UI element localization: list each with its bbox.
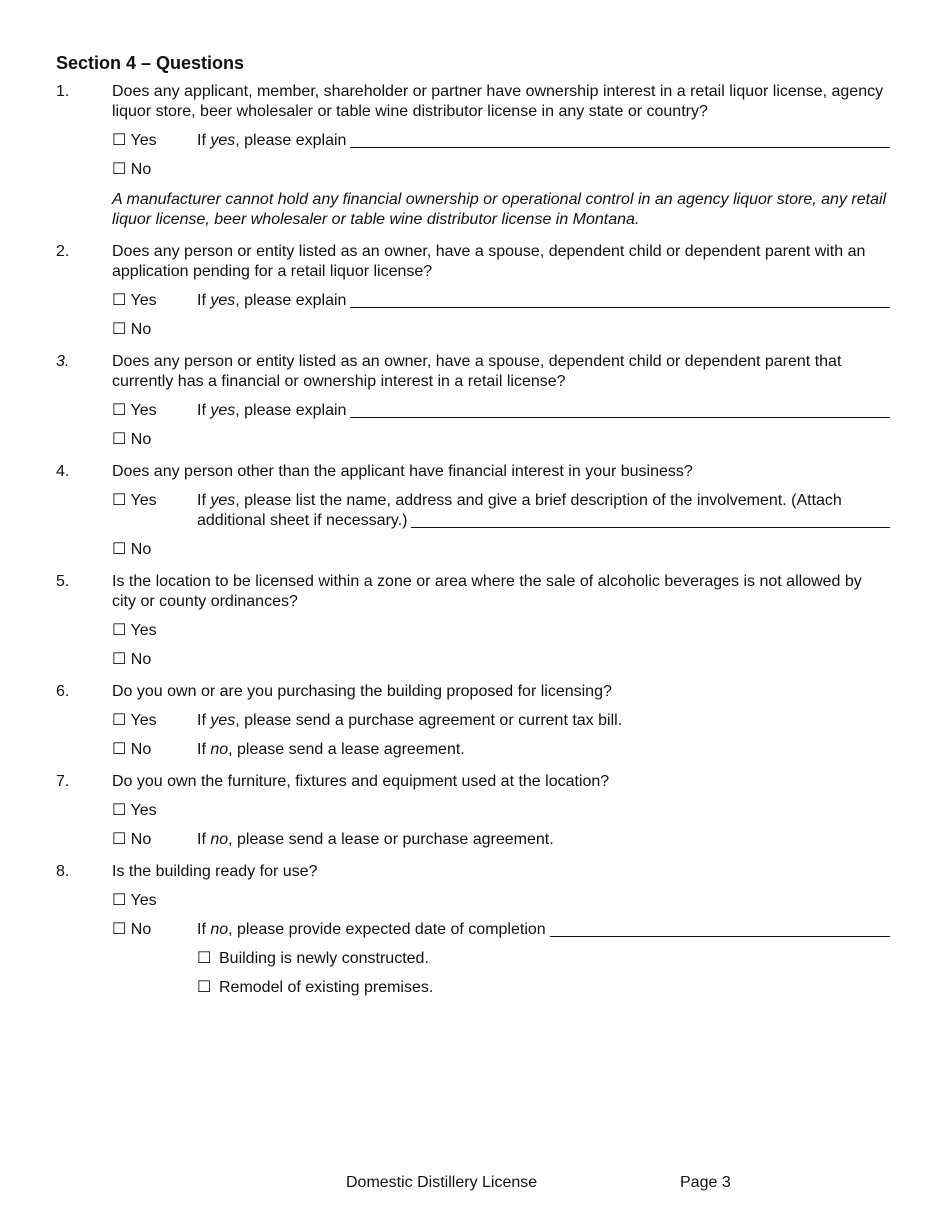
explain-field[interactable]: If yes, please explain	[197, 291, 890, 311]
option-no-instruction: If no, please send a lease or purchase agreement.	[197, 831, 554, 848]
option-no	[112, 540, 890, 560]
question-number: 7.	[56, 773, 70, 790]
question-number: 5.	[56, 573, 70, 590]
checkbox-no[interactable]: ☐	[112, 431, 127, 448]
sub-option-new-construction	[197, 949, 890, 969]
option-yes-label: Yes	[130, 892, 157, 909]
blank-line[interactable]	[350, 416, 890, 418]
question-7	[56, 772, 890, 850]
page-footer	[0, 1173, 950, 1193]
option-yes	[112, 891, 890, 911]
checkbox-no[interactable]: ☐	[112, 831, 127, 848]
option-yes-label: Yes	[130, 622, 157, 639]
checkbox-yes[interactable]: ☐	[112, 892, 127, 909]
option-yes-label: Yes	[130, 132, 157, 149]
option-no	[112, 430, 890, 450]
section-title: Section 4 – Questions	[56, 53, 245, 73]
question-text: Does any person or entity listed as an owner, have a spouse, dependent child or dependent parent with an application pending for a retail liquor license?	[112, 243, 866, 280]
option-no-label: No	[130, 651, 152, 668]
checkbox-no[interactable]: ☐	[112, 541, 127, 558]
sub-option-remodel	[197, 978, 890, 998]
checkbox-yes[interactable]: ☐	[112, 132, 127, 149]
option-no	[112, 830, 890, 850]
option-yes-label: Yes	[130, 402, 157, 419]
sub-option-label: Building is newly constructed.	[219, 950, 429, 967]
checkbox-yes[interactable]: ☐	[112, 802, 127, 819]
question-text: Do you own or are you purchasing the building proposed for licensing?	[112, 683, 612, 700]
checkbox-yes[interactable]: ☐	[112, 292, 127, 309]
option-no-label: No	[130, 321, 152, 338]
blank-line[interactable]	[350, 306, 890, 308]
checkbox-no[interactable]: ☐	[112, 741, 127, 758]
option-no	[112, 740, 890, 760]
question-1	[56, 82, 890, 230]
checkbox-no[interactable]: ☐	[112, 651, 127, 668]
option-no	[112, 920, 890, 940]
question-8	[56, 862, 890, 998]
option-no-label: No	[130, 831, 152, 848]
option-no-label: No	[130, 541, 152, 558]
checkbox-yes[interactable]: ☐	[112, 492, 127, 509]
option-no-label: No	[130, 161, 152, 178]
footer-title: Domestic Distillery License	[346, 1174, 538, 1191]
option-no	[112, 650, 890, 670]
checkbox-no[interactable]: ☐	[112, 321, 127, 338]
checkbox-no[interactable]: ☐	[112, 921, 127, 938]
checkbox-yes[interactable]: ☐	[112, 712, 127, 729]
question-4	[56, 462, 890, 560]
checkbox-no[interactable]: ☐	[112, 161, 127, 178]
question-text: Is the location to be licensed within a zone or area where the sale of alcoholic beverages is not allowed by city or county ordinances?	[112, 573, 862, 610]
question-number: 8.	[56, 863, 70, 880]
option-yes	[112, 801, 890, 821]
explain-field[interactable]: If yes, please explain	[197, 401, 890, 421]
question-text: Does any person or entity listed as an owner, have a spouse, dependent child or dependent parent that currently has a financial or ownership interest in a retail license?	[112, 353, 842, 390]
option-yes	[112, 131, 890, 151]
form-page	[56, 52, 890, 1010]
option-yes	[112, 621, 890, 641]
question-3	[56, 352, 890, 450]
option-no	[112, 160, 890, 180]
option-yes-label: Yes	[130, 492, 157, 509]
option-yes-label: Yes	[130, 712, 157, 729]
question-number: 2.	[56, 243, 70, 260]
question-text: Is the building ready for use?	[112, 863, 318, 880]
question-text: Do you own the furniture, fixtures and equipment used at the location?	[112, 773, 610, 790]
page-number: Page 3	[680, 1174, 731, 1191]
question-5	[56, 572, 890, 670]
completion-date-field[interactable]: If no, please provide expected date of completion	[197, 920, 890, 940]
explain-field[interactable]: If yes, please explain	[197, 131, 890, 151]
checkbox-new-construction[interactable]: ☐	[197, 950, 212, 967]
checkbox-yes[interactable]: ☐	[112, 402, 127, 419]
option-no	[112, 320, 890, 340]
sub-option-label: Remodel of existing premises.	[219, 979, 434, 996]
option-no-instruction: If no, please send a lease agreement.	[197, 741, 465, 758]
blank-line[interactable]	[411, 526, 890, 528]
blank-line[interactable]	[350, 146, 890, 148]
question-text: Does any applicant, member, shareholder or partner have ownership interest in a retail liquor license, agency liquor store, beer wholesaler or table wine distributor license in any state or country?	[112, 83, 884, 120]
option-yes-instruction: If yes, please send a purchase agreement or current tax bill.	[197, 712, 623, 729]
option-yes-label: Yes	[130, 802, 157, 819]
manufacturer-note: A manufacturer cannot hold any financial ownership or operational control in an agency liquor store, any retail liquor license, beer wholesaler or table wine distributor license in Montana.	[112, 191, 887, 228]
question-number: 1.	[56, 83, 70, 100]
explain-field[interactable]: If yes, please list the name, address and give a brief description of the involvement. (Attach additional sheet if necessary.)	[197, 491, 890, 531]
option-no-label: No	[130, 921, 152, 938]
blank-line[interactable]	[550, 935, 890, 937]
option-no-label: No	[130, 431, 152, 448]
question-number: 4.	[56, 463, 70, 480]
checkbox-remodel[interactable]: ☐	[197, 979, 212, 996]
question-number: 6.	[56, 683, 70, 700]
option-yes	[112, 711, 890, 731]
question-6	[56, 682, 890, 760]
question-text: Does any person other than the applicant have financial interest in your business?	[112, 463, 693, 480]
checkbox-yes[interactable]: ☐	[112, 622, 127, 639]
option-yes	[112, 491, 890, 531]
option-yes-label: Yes	[130, 292, 157, 309]
question-number: 3.	[56, 353, 70, 370]
option-no-label: No	[130, 741, 152, 758]
option-yes	[112, 291, 890, 311]
question-2	[56, 242, 890, 340]
option-yes	[112, 401, 890, 421]
